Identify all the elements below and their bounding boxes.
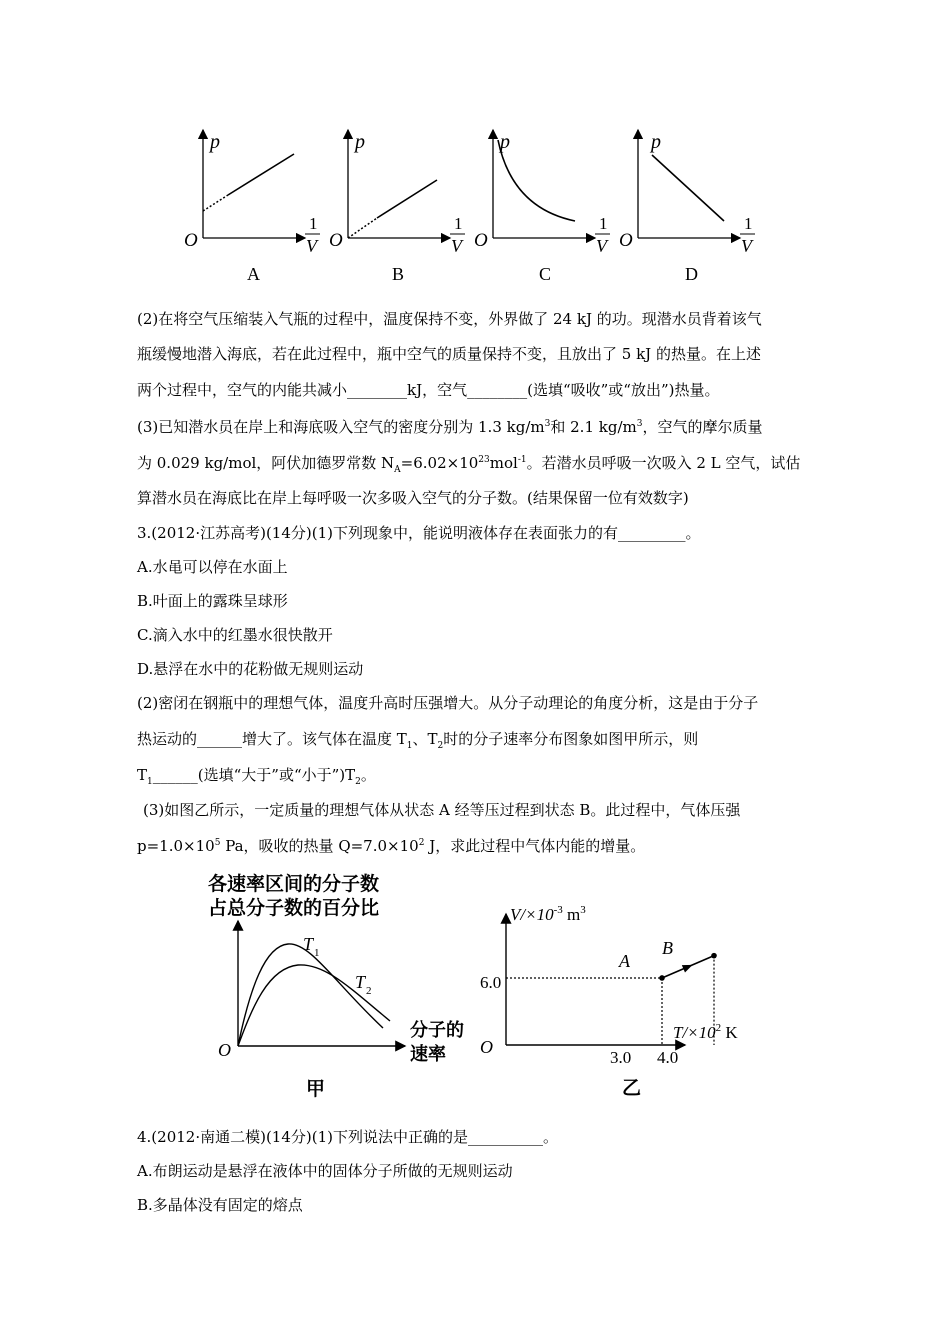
q4-head: 4.(2012·南通二模)(14分)(1)下列说法中正确的是__________。 (137, 1128, 558, 1146)
jia-x-label-2: 速率 (410, 1044, 446, 1065)
svg-text:1: 1 (454, 214, 463, 233)
svg-text:V: V (451, 236, 462, 256)
q3-option-c: C.滴入水中的红墨水很快散开 (137, 626, 333, 644)
panel-A-p: p (210, 131, 220, 153)
panel-A-line (228, 154, 294, 195)
panel-C-label: C (539, 264, 552, 284)
yi-y-label: $V/\times 10^{-3}$ $m^3$ (510, 904, 586, 924)
q3-3-line2: $p=1.0\times 10^5$ Pa，吸收的热量 $Q=7.0\times 10^2$ J，求此过程中气体内能的增量。 (137, 837, 646, 855)
yi-caption: 乙 (622, 1077, 642, 1099)
panel-A-label: A (247, 264, 260, 284)
svg-text:O: O (218, 1040, 231, 1060)
q4-option-a: A.布朗运动是悬浮在液体中的固体分子所做的无规则运动 (137, 1162, 513, 1180)
jia-title-line1: 各速率区间的分子数 (208, 873, 380, 895)
svg-text:p: p (355, 131, 365, 153)
svg-text:2: 2 (366, 985, 372, 997)
svg-text:O: O (474, 230, 488, 251)
svg-text:p: p (500, 131, 510, 153)
q3-head: 3.(2012·江苏高考)(14分)(1)下列现象中，能说明液体存在表面张力的有_________。 (137, 524, 701, 542)
q3-3-line1: (3)如图乙所示，一定质量的理想气体从状态 A 经等压过程到状态 B。此过程中，气体压强 (143, 801, 741, 819)
fig-jia (200, 868, 490, 1098)
jia-title-line2: 占总分子数的百分比 (208, 897, 380, 919)
jia-caption: 甲 (306, 1078, 326, 1098)
fig-p-invV (170, 118, 780, 288)
fig-yi (470, 900, 770, 1100)
q2-2-line1: (2)在将空气压缩装入气瓶的过程中，温度保持不变，外界做了 24 kJ 的功。现潜水员背着该气 (137, 310, 762, 328)
panel-A-dotted (203, 195, 228, 211)
svg-text:1: 1 (309, 214, 318, 233)
q3-2-line3: $T_1\_\_\_\_\_\_$(选填“大于”或“小于$”)T_2$。 (137, 766, 376, 787)
q2-3-line2: 为 0.029 kg/mol，阿伏加德罗常数 $N_A=6.02\times 10^{23}mol^{-1}$。若潜水员呼吸一次吸入 2 L 空气，试估 (137, 454, 801, 475)
q2-3-line3: 算潜水员在海底比在岸上每呼吸一次多吸入空气的分子数。(结果保留一位有效数字) (137, 489, 689, 507)
jia-x-label-1: 分子的 (410, 1020, 464, 1041)
panel-D-label: D (685, 264, 698, 284)
panel-A-origin: O (184, 230, 198, 251)
svg-text:V: V (306, 236, 317, 256)
panel-B-dotted (348, 218, 377, 238)
svg-text:1: 1 (744, 214, 753, 233)
svg-text:1: 1 (599, 214, 608, 233)
svg-text:p: p (651, 131, 661, 153)
label-T2: T (355, 972, 366, 992)
q3-2-line1: (2)密闭在钢瓶中的理想气体，温度升高时压强增大。从分子动理论的角度分析，这是由于分子 (137, 694, 759, 712)
q2-3-line1: (3)已知潜水员在岸上和海底吸入空气的密度分别为 1.3 $kg/m^3$和 2.1 $kg/m^3$，空气的摩尔质量 (137, 418, 763, 436)
svg-text:V: V (596, 236, 607, 256)
yi-y-tick: 6.0 (480, 973, 502, 992)
panel-D-line (652, 155, 724, 221)
panel-B-label: B (392, 264, 405, 284)
yi-x-tick-1: 3.0 (610, 1048, 632, 1067)
svg-text:O: O (329, 230, 343, 251)
yi-x-tick-2: 4.0 (657, 1048, 679, 1067)
svg-text:O: O (480, 1037, 493, 1057)
point-A (659, 975, 665, 981)
q3-2-line2: 热运动的______增大了。该气体在温度 $T_1$、$T_2$时的分子速率分布图象如图甲所示，则 (137, 730, 699, 751)
svg-text:1: 1 (314, 947, 320, 959)
point-B (711, 953, 717, 959)
q3-option-d: D.悬浮在水中的花粉做无规则运动 (137, 660, 364, 678)
panel-B-line (377, 180, 437, 218)
panel-B (329, 130, 465, 284)
q2-2-line2: 瓶缓慢地潜入海底，若在此过程中，瓶中空气的质量保持不变，且放出了 5 kJ 的热量。在上述 (137, 345, 761, 363)
curve-T2 (238, 965, 390, 1046)
panel-D (619, 130, 755, 284)
svg-text:V: V (741, 236, 752, 256)
q2-2-line3: 两个过程中，空气的内能共减小________kJ，空气________(选填“吸收”或“放出”)热量。 (137, 381, 720, 399)
point-A-label: A (619, 951, 630, 971)
label-T1: T (303, 934, 314, 954)
point-B-label: B (662, 938, 673, 958)
q3-option-a: A.水黾可以停在水面上 (137, 558, 288, 576)
panel-A (184, 130, 320, 284)
panel-C (474, 130, 610, 284)
q3-option-b: B.叶面上的露珠呈球形 (137, 592, 288, 610)
yi-x-label: $T/\times 10^2$ K (673, 1022, 738, 1042)
svg-text:O: O (619, 230, 633, 251)
q4-option-b: B.多晶体没有固定的熔点 (137, 1196, 303, 1214)
segment-AB-arrow (682, 961, 694, 972)
